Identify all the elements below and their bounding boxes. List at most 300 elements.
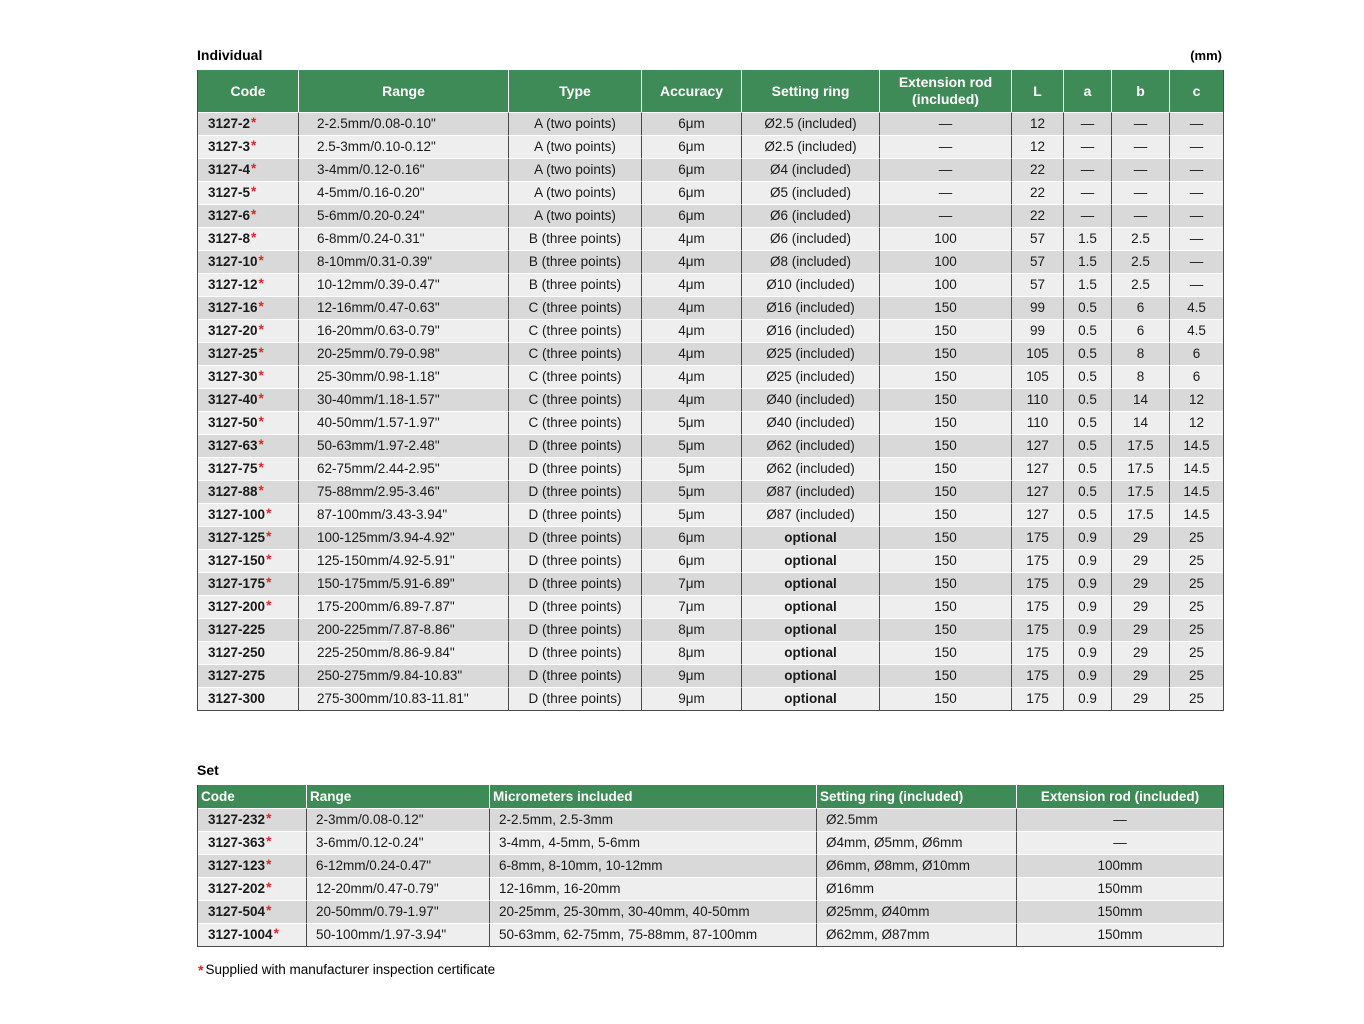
range-cell: 10-12mm/0.39-0.47" <box>298 273 508 296</box>
extension-rod-cell: 150 <box>879 687 1011 710</box>
L-cell: 127 <box>1011 480 1063 503</box>
column-header-range: Range <box>306 785 489 808</box>
b-cell: 2.5 <box>1111 273 1169 296</box>
b-cell: 29 <box>1111 549 1169 572</box>
accuracy-cell: 6μm <box>641 549 741 572</box>
range-cell: 200-225mm/7.87-8.86" <box>298 618 508 641</box>
extension-rod-cell: 150 <box>879 296 1011 319</box>
a-cell: 0.5 <box>1063 434 1111 457</box>
setting-ring-cell: Ø5 (included) <box>741 181 879 204</box>
setting-ring-cell: optional <box>741 526 879 549</box>
type-cell: C (three points) <box>508 411 641 434</box>
table-row <box>198 273 1223 296</box>
setting-ring-cell: Ø16 (included) <box>741 296 879 319</box>
code-text: 3127-123 <box>208 858 266 873</box>
b-cell: 29 <box>1111 641 1169 664</box>
b-cell: 8 <box>1111 365 1169 388</box>
micrometers-cell: 20-25mm, 25-30mm, 30-40mm, 40-50mm <box>489 900 816 923</box>
L-cell: 127 <box>1011 503 1063 526</box>
certificate-asterisk: * <box>251 138 257 153</box>
a-cell: 0.5 <box>1063 342 1111 365</box>
accuracy-cell: 5μm <box>641 411 741 434</box>
setting-ring-cell: Ø25mm, Ø40mm <box>816 900 1016 923</box>
type-cell: D (three points) <box>508 457 641 480</box>
individual-title: Individual <box>197 47 263 63</box>
L-cell: 175 <box>1011 641 1063 664</box>
type-cell: D (three points) <box>508 572 641 595</box>
table-row <box>198 135 1223 158</box>
code-cell <box>198 923 306 946</box>
accuracy-cell: 6μm <box>641 181 741 204</box>
c-cell: — <box>1169 250 1223 273</box>
extension-rod-cell: 150 <box>879 526 1011 549</box>
table-row <box>198 618 1223 641</box>
accuracy-cell: 6μm <box>641 526 741 549</box>
column-header-type: Type <box>508 70 641 112</box>
certificate-asterisk: * <box>258 253 264 268</box>
code-cell <box>198 158 298 181</box>
b-cell: 17.5 <box>1111 434 1169 457</box>
table-row <box>198 181 1223 204</box>
column-header-code: Code <box>198 785 306 808</box>
setting-ring-cell: Ø8 (included) <box>741 250 879 273</box>
certificate-asterisk: * <box>258 483 264 498</box>
L-cell: 22 <box>1011 204 1063 227</box>
extension-rod-cell: — <box>879 135 1011 158</box>
accuracy-cell: 6μm <box>641 204 741 227</box>
a-cell: 1.5 <box>1063 227 1111 250</box>
extension-rod-cell: 150 <box>879 503 1011 526</box>
L-cell: 57 <box>1011 273 1063 296</box>
accuracy-cell: 7μm <box>641 595 741 618</box>
column-header-a: a <box>1063 70 1111 112</box>
c-cell: 25 <box>1169 526 1223 549</box>
c-cell: 6 <box>1169 342 1223 365</box>
certificate-asterisk: * <box>266 811 272 826</box>
L-cell: 57 <box>1011 250 1063 273</box>
code-text: 3127-10 <box>208 254 258 269</box>
unit-label: (mm) <box>1190 48 1222 63</box>
range-cell: 40-50mm/1.57-1.97" <box>298 411 508 434</box>
b-cell: 2.5 <box>1111 250 1169 273</box>
b-cell: 17.5 <box>1111 480 1169 503</box>
c-cell: 12 <box>1169 388 1223 411</box>
accuracy-cell: 5μm <box>641 480 741 503</box>
code-text: 3127-1004 <box>208 927 273 942</box>
table-row <box>198 227 1223 250</box>
type-cell: C (three points) <box>508 342 641 365</box>
a-cell: 0.5 <box>1063 480 1111 503</box>
type-cell: D (three points) <box>508 664 641 687</box>
code-text: 3127-50 <box>208 415 258 430</box>
code-text: 3127-30 <box>208 369 258 384</box>
code-text: 3127-6 <box>208 208 251 223</box>
type-cell: C (three points) <box>508 296 641 319</box>
table-row <box>198 526 1223 549</box>
certificate-asterisk: * <box>258 345 264 360</box>
b-cell: 14 <box>1111 388 1169 411</box>
setting-ring-cell: optional <box>741 618 879 641</box>
set-header-row <box>198 785 1223 808</box>
certificate-asterisk: * <box>258 299 264 314</box>
column-header-setting-ring: Setting ring <box>741 70 879 112</box>
code-text: 3127-504 <box>208 904 266 919</box>
code-cell <box>198 204 298 227</box>
individual-header-row <box>198 70 1223 112</box>
certificate-asterisk: * <box>251 207 257 222</box>
setting-ring-cell: Ø6 (included) <box>741 227 879 250</box>
code-text: 3127-225 <box>208 622 266 637</box>
range-cell: 275-300mm/10.83-11.81" <box>298 687 508 710</box>
column-header-extension-rod-included: Extension rod (included) <box>1016 785 1223 808</box>
code-cell <box>198 250 298 273</box>
setting-ring-cell: Ø40 (included) <box>741 411 879 434</box>
code-cell <box>198 388 298 411</box>
range-cell: 75-88mm/2.95-3.46" <box>298 480 508 503</box>
code-cell <box>198 273 298 296</box>
code-cell <box>198 854 306 877</box>
L-cell: 175 <box>1011 618 1063 641</box>
table-row <box>198 296 1223 319</box>
column-header-b: b <box>1111 70 1169 112</box>
certificate-asterisk: * <box>258 391 264 406</box>
micrometers-cell: 6-8mm, 8-10mm, 10-12mm <box>489 854 816 877</box>
micrometers-cell: 3-4mm, 4-5mm, 5-6mm <box>489 831 816 854</box>
table-row <box>198 854 1223 877</box>
L-cell: 175 <box>1011 664 1063 687</box>
certificate-asterisk: * <box>266 903 272 918</box>
range-cell: 125-150mm/4.92-5.91" <box>298 549 508 572</box>
b-cell: 14 <box>1111 411 1169 434</box>
type-cell: D (three points) <box>508 595 641 618</box>
micrometers-cell: 12-16mm, 16-20mm <box>489 877 816 900</box>
L-cell: 22 <box>1011 181 1063 204</box>
column-header-accuracy: Accuracy <box>641 70 741 112</box>
L-cell: 127 <box>1011 457 1063 480</box>
code-cell <box>198 135 298 158</box>
certificate-asterisk: * <box>258 437 264 452</box>
table-row <box>198 808 1223 831</box>
code-cell <box>198 480 298 503</box>
L-cell: 175 <box>1011 572 1063 595</box>
a-cell: 0.9 <box>1063 618 1111 641</box>
L-cell: 105 <box>1011 365 1063 388</box>
table-row <box>198 664 1223 687</box>
a-cell: 0.5 <box>1063 457 1111 480</box>
code-cell <box>198 457 298 480</box>
range-cell: 5-6mm/0.20-0.24" <box>298 204 508 227</box>
individual-section-header <box>197 46 1222 63</box>
b-cell: 6 <box>1111 296 1169 319</box>
certificate-asterisk: * <box>266 552 272 567</box>
setting-ring-cell: Ø2.5 (included) <box>741 112 879 135</box>
extension-rod-cell: — <box>879 158 1011 181</box>
code-cell <box>198 112 298 135</box>
range-cell: 50-100mm/1.97-3.94" <box>306 923 489 946</box>
a-cell: 0.5 <box>1063 319 1111 342</box>
type-cell: D (three points) <box>508 687 641 710</box>
certificate-asterisk: * <box>266 834 272 849</box>
b-cell: 6 <box>1111 319 1169 342</box>
type-cell: D (three points) <box>508 618 641 641</box>
L-cell: 99 <box>1011 296 1063 319</box>
type-cell: A (two points) <box>508 181 641 204</box>
setting-ring-cell: Ø6mm, Ø8mm, Ø10mm <box>816 854 1016 877</box>
extension-rod-cell: 150 <box>879 365 1011 388</box>
table-row <box>198 158 1223 181</box>
type-cell: B (three points) <box>508 250 641 273</box>
type-cell: D (three points) <box>508 641 641 664</box>
code-cell <box>198 434 298 457</box>
extension-rod-cell: 150 <box>879 595 1011 618</box>
code-text: 3127-300 <box>208 691 266 706</box>
code-cell <box>198 503 298 526</box>
accuracy-cell: 8μm <box>641 641 741 664</box>
setting-ring-cell: Ø25 (included) <box>741 365 879 388</box>
a-cell: 0.5 <box>1063 411 1111 434</box>
setting-ring-cell: Ø62 (included) <box>741 434 879 457</box>
code-cell <box>198 342 298 365</box>
b-cell: 29 <box>1111 618 1169 641</box>
a-cell: 0.9 <box>1063 664 1111 687</box>
L-cell: 175 <box>1011 549 1063 572</box>
c-cell: 25 <box>1169 595 1223 618</box>
micrometers-cell: 2-2.5mm, 2.5-3mm <box>489 808 816 831</box>
accuracy-cell: 4μm <box>641 365 741 388</box>
code-cell <box>198 319 298 342</box>
accuracy-cell: 9μm <box>641 664 741 687</box>
extension-rod-cell: 150 <box>879 549 1011 572</box>
code-cell <box>198 227 298 250</box>
code-text: 3127-4 <box>208 162 251 177</box>
range-cell: 2-2.5mm/0.08-0.10" <box>298 112 508 135</box>
L-cell: 12 <box>1011 135 1063 158</box>
code-cell <box>198 877 306 900</box>
c-cell: 4.5 <box>1169 296 1223 319</box>
code-text: 3127-88 <box>208 484 258 499</box>
column-header-setting-ring-included: Setting ring (included) <box>816 785 1016 808</box>
certificate-asterisk: * <box>258 276 264 291</box>
range-cell: 50-63mm/1.97-2.48" <box>298 434 508 457</box>
setting-ring-cell: optional <box>741 664 879 687</box>
type-cell: B (three points) <box>508 273 641 296</box>
type-cell: D (three points) <box>508 526 641 549</box>
a-cell: — <box>1063 158 1111 181</box>
type-cell: A (two points) <box>508 158 641 181</box>
range-cell: 2.5-3mm/0.10-0.12" <box>298 135 508 158</box>
setting-ring-cell: Ø4mm, Ø5mm, Ø6mm <box>816 831 1016 854</box>
table-row <box>198 900 1223 923</box>
footnote-asterisk: * <box>198 962 204 978</box>
code-cell <box>198 296 298 319</box>
extension-rod-cell: 100 <box>879 273 1011 296</box>
c-cell: 25 <box>1169 641 1223 664</box>
setting-ring-cell: Ø2.5 (included) <box>741 135 879 158</box>
extension-rod-cell: 150 <box>879 457 1011 480</box>
code-text: 3127-100 <box>208 507 266 522</box>
range-cell: 150-175mm/5.91-6.89" <box>298 572 508 595</box>
table-row <box>198 595 1223 618</box>
c-cell: — <box>1169 135 1223 158</box>
accuracy-cell: 6μm <box>641 112 741 135</box>
a-cell: 0.5 <box>1063 503 1111 526</box>
range-cell: 20-50mm/0.79-1.97" <box>306 900 489 923</box>
code-text: 3127-250 <box>208 645 266 660</box>
b-cell: 2.5 <box>1111 227 1169 250</box>
setting-ring-cell: Ø25 (included) <box>741 342 879 365</box>
table-row <box>198 831 1223 854</box>
code-cell <box>198 808 306 831</box>
type-cell: C (three points) <box>508 365 641 388</box>
extension-rod-cell: 150 <box>879 319 1011 342</box>
table-row <box>198 204 1223 227</box>
extension-rod-cell: 100 <box>879 227 1011 250</box>
catalog-page <box>197 0 1222 977</box>
table-row <box>198 342 1223 365</box>
code-cell <box>198 687 298 710</box>
b-cell: — <box>1111 112 1169 135</box>
a-cell: 0.9 <box>1063 687 1111 710</box>
accuracy-cell: 9μm <box>641 687 741 710</box>
range-cell: 20-25mm/0.79-0.98" <box>298 342 508 365</box>
extension-rod-cell: — <box>879 204 1011 227</box>
code-text: 3127-12 <box>208 277 258 292</box>
b-cell: 17.5 <box>1111 503 1169 526</box>
accuracy-cell: 4μm <box>641 388 741 411</box>
c-cell: 4.5 <box>1169 319 1223 342</box>
c-cell: — <box>1169 204 1223 227</box>
extension-rod-cell: 150 <box>879 480 1011 503</box>
code-text: 3127-20 <box>208 323 258 338</box>
b-cell: — <box>1111 135 1169 158</box>
L-cell: 110 <box>1011 411 1063 434</box>
table-row <box>198 877 1223 900</box>
extension-rod-cell: — <box>1016 831 1223 854</box>
type-cell: C (three points) <box>508 319 641 342</box>
extension-rod-cell: 150 <box>879 618 1011 641</box>
accuracy-cell: 5μm <box>641 503 741 526</box>
code-text: 3127-202 <box>208 881 266 896</box>
table-row <box>198 549 1223 572</box>
c-cell: 14.5 <box>1169 480 1223 503</box>
accuracy-cell: 5μm <box>641 434 741 457</box>
b-cell: 29 <box>1111 595 1169 618</box>
range-cell: 25-30mm/0.98-1.18" <box>298 365 508 388</box>
range-cell: 12-16mm/0.47-0.63" <box>298 296 508 319</box>
range-cell: 6-12mm/0.24-0.47" <box>306 854 489 877</box>
certificate-asterisk: * <box>266 575 272 590</box>
a-cell: 1.5 <box>1063 273 1111 296</box>
a-cell: — <box>1063 204 1111 227</box>
range-cell: 100-125mm/3.94-4.92" <box>298 526 508 549</box>
code-text: 3127-40 <box>208 392 258 407</box>
type-cell: A (two points) <box>508 112 641 135</box>
set-table-body <box>198 808 1223 946</box>
column-header-range: Range <box>298 70 508 112</box>
table-row <box>198 250 1223 273</box>
type-cell: D (three points) <box>508 503 641 526</box>
L-cell: 175 <box>1011 526 1063 549</box>
code-cell <box>198 900 306 923</box>
certificate-asterisk: * <box>251 115 257 130</box>
c-cell: 14.5 <box>1169 457 1223 480</box>
code-cell <box>198 549 298 572</box>
setting-ring-cell: Ø87 (included) <box>741 480 879 503</box>
accuracy-cell: 4μm <box>641 342 741 365</box>
accuracy-cell: 7μm <box>641 572 741 595</box>
accuracy-cell: 6μm <box>641 158 741 181</box>
c-cell: — <box>1169 112 1223 135</box>
extension-rod-cell: 150 <box>879 342 1011 365</box>
type-cell: A (two points) <box>508 135 641 158</box>
L-cell: 99 <box>1011 319 1063 342</box>
table-row <box>198 112 1223 135</box>
accuracy-cell: 4μm <box>641 296 741 319</box>
accuracy-cell: 5μm <box>641 457 741 480</box>
table-row <box>198 457 1223 480</box>
range-cell: 87-100mm/3.43-3.94" <box>298 503 508 526</box>
b-cell: 29 <box>1111 664 1169 687</box>
code-text: 3127-25 <box>208 346 258 361</box>
accuracy-cell: 6μm <box>641 135 741 158</box>
extension-rod-cell: — <box>1016 808 1223 831</box>
code-cell <box>198 572 298 595</box>
certificate-asterisk: * <box>266 529 272 544</box>
range-cell: 62-75mm/2.44-2.95" <box>298 457 508 480</box>
L-cell: 57 <box>1011 227 1063 250</box>
range-cell: 250-275mm/9.84-10.83" <box>298 664 508 687</box>
certificate-asterisk: * <box>258 414 264 429</box>
accuracy-cell: 4μm <box>641 227 741 250</box>
c-cell: 25 <box>1169 664 1223 687</box>
column-header-code: Code <box>198 70 298 112</box>
certificate-asterisk: * <box>258 322 264 337</box>
c-cell: 25 <box>1169 687 1223 710</box>
setting-ring-cell: Ø10 (included) <box>741 273 879 296</box>
extension-rod-cell: 100 <box>879 250 1011 273</box>
certificate-asterisk: * <box>251 184 257 199</box>
a-cell: 0.9 <box>1063 526 1111 549</box>
accuracy-cell: 8μm <box>641 618 741 641</box>
footnote <box>197 961 1222 977</box>
set-table <box>197 785 1224 947</box>
extension-rod-cell: 150 <box>879 434 1011 457</box>
certificate-asterisk: * <box>258 368 264 383</box>
b-cell: 29 <box>1111 572 1169 595</box>
certificate-asterisk: * <box>266 857 272 872</box>
set-section <box>197 761 1222 947</box>
a-cell: 0.9 <box>1063 572 1111 595</box>
setting-ring-cell: Ø40 (included) <box>741 388 879 411</box>
type-cell: C (three points) <box>508 388 641 411</box>
setting-ring-cell: optional <box>741 572 879 595</box>
extension-rod-cell: 150 <box>879 641 1011 664</box>
certificate-asterisk: * <box>266 506 272 521</box>
certificate-asterisk: * <box>273 926 279 941</box>
b-cell: — <box>1111 204 1169 227</box>
range-cell: 16-20mm/0.63-0.79" <box>298 319 508 342</box>
range-cell: 225-250mm/8.86-9.84" <box>298 641 508 664</box>
L-cell: 175 <box>1011 687 1063 710</box>
code-text: 3127-63 <box>208 438 258 453</box>
b-cell: 17.5 <box>1111 457 1169 480</box>
individual-table <box>197 70 1224 711</box>
setting-ring-cell: Ø87 (included) <box>741 503 879 526</box>
a-cell: 1.5 <box>1063 250 1111 273</box>
c-cell: 12 <box>1169 411 1223 434</box>
range-cell: 8-10mm/0.31-0.39" <box>298 250 508 273</box>
a-cell: — <box>1063 112 1111 135</box>
